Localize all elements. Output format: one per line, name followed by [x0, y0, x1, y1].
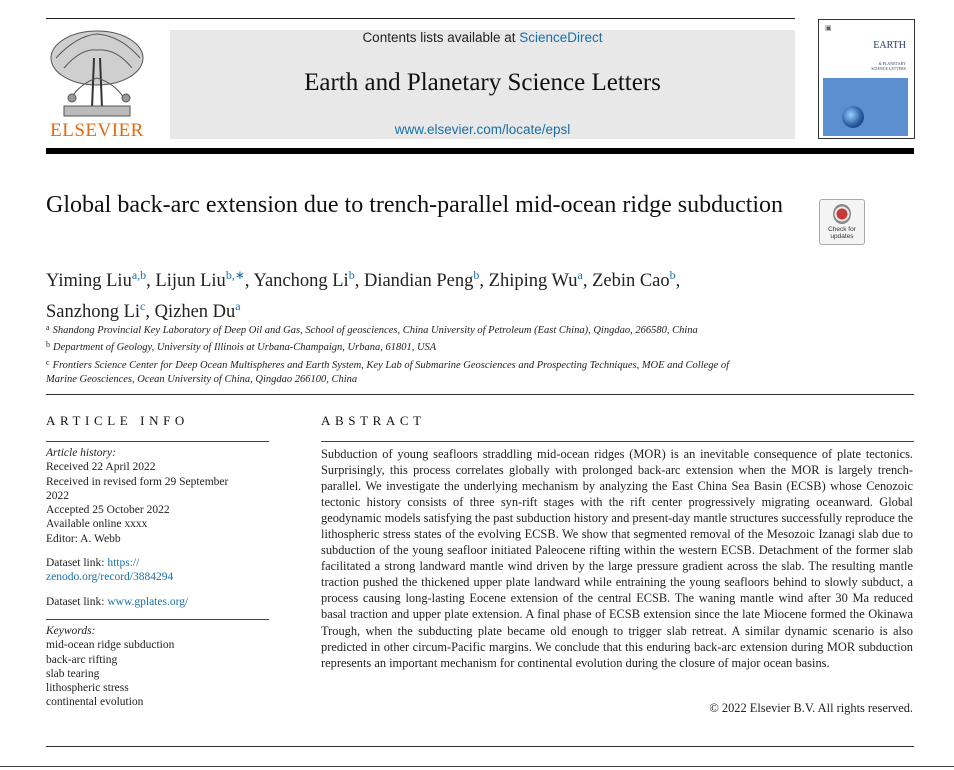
- section-divider: [46, 394, 914, 395]
- revised-date: Received in revised form 29 September: [46, 475, 229, 488]
- keyword-item[interactable]: lithospheric stress: [46, 682, 129, 695]
- abstract-text: Subduction of young seafloors straddling mid-ocean ridges (MOR) is an inevitable consequence of plate tectonics. Surprisingly, this process correlates globally with prolonged back-arc extension when the MOR is largely trench-parallel. We investigate the underlying mechanism by analyzing the East China Sea Basin (ECSB) whose Cenozoic tectonic history consists of three syn-rift stages with the rift center progressively migrating oceanward. Global geodynamic models satisfying the past subduction history and present-day mantle structures successfully reproduce the lithospheric stress states of the evolving ECSB. We show that segmented removal of the Mesozoic Izanagi slab due to subduction of the young seafloor initiated Paleocene rifting within the western ECSB. Detachment of the former slab facilitated a strong landward mantle wind driven by the large pressure gradient across the slab. The resulting mantle traction pushed the thickened upper plate landward while entraining the young seafloors behind to slowly subduct, a process causing long-lasting Eocene extension of the central ECSB. The waning mantle wind after 30 Ma reduced basal traction and upper plate extension. A final phase of ECSB extension since the late Miocene formed the Okinawa Trough, when the subducting plate became old enough to trigger slab retreat. A similar dynamic scenario is also predicted in other circum-Pacific margins. We conclude that this enduring back-arc extension during MOR subduction represents an important mechanism for continental evolution during the closure of major ocean basins.: [321, 447, 913, 670]
- cover-title-line2: & PLANETARY: [878, 61, 906, 66]
- author-name[interactable]: Zhiping Wu: [488, 271, 578, 291]
- check-updates-line1: Check for: [828, 226, 856, 233]
- affiliation-item: [46, 338, 806, 355]
- keywords-rule: [46, 619, 269, 620]
- keyword-item[interactable]: mid-ocean ridge subduction: [46, 639, 175, 652]
- author-name[interactable]: Yanchong Li: [253, 271, 349, 291]
- affiliation-item: [46, 356, 806, 373]
- affiliation-list: [46, 321, 806, 387]
- article-info-rule: [46, 441, 269, 442]
- affiliation-item-continued: Marine Geosciences, Ocean University of China, Qingdao 266100, China: [46, 373, 358, 385]
- zenodo-link[interactable]: https://: [107, 557, 140, 569]
- article-title: Global back-arc extension due to trench-parallel mid-ocean ridge subduction: [46, 192, 784, 218]
- affiliation-mark: b: [46, 340, 50, 350]
- page-edge-rule: [0, 766, 954, 767]
- affiliation-mark: c: [46, 357, 50, 367]
- keyword-item[interactable]: back-arc rifting: [46, 653, 118, 666]
- author-affiliation-marker[interactable]: b,∗: [225, 268, 245, 282]
- author-affiliation-marker[interactable]: b: [669, 268, 676, 282]
- author-affiliation-marker[interactable]: c: [140, 299, 146, 313]
- author-affiliation-marker[interactable]: a: [577, 268, 583, 282]
- article-history: [46, 446, 269, 546]
- keywords-section: [46, 624, 269, 710]
- author-list: Yiming Liu$^{a,b}$, Lijun Liu$^{b,∗}$, Yanchong Li$^b$, Diandian Peng$^b$, Zhiping Wu$^a$, Zebin Cao$^b$, Sanzhong Li$^c$, Qizhen Du$^a$: [46, 268, 681, 322]
- journal-url-link[interactable]: www.elsevier.com/locate/epsl: [394, 122, 571, 137]
- author-affiliation-marker[interactable]: a,b: [131, 268, 147, 282]
- dataset-link-1: [46, 556, 269, 585]
- available-online: Available online xxxx: [46, 518, 148, 531]
- bottom-rule: [46, 746, 914, 747]
- zenodo-link-continued[interactable]: zenodo.org/record/3884294: [46, 571, 174, 584]
- affiliation-text: Shandong Provincial Key Laboratory of Deep Oil and Gas, School of geosciences, China University of Petroleum (East China), Qingdao, 266580, China: [52, 325, 698, 336]
- keyword-item[interactable]: continental evolution: [46, 696, 144, 709]
- contents-line: [170, 30, 795, 45]
- affiliation-text: Frontiers Science Center for Deep Ocean Multispheres and Earth System, Key Lab of Submarine Geosciences and Prospecting Techniques, MOE and College of: [52, 359, 730, 371]
- history-label: Article history:: [46, 447, 116, 459]
- check-for-updates-button[interactable]: [819, 199, 865, 245]
- dataset-link-2: [46, 595, 269, 609]
- author-affiliation-marker[interactable]: b: [348, 268, 355, 282]
- abstract-heading: ABSTRACT: [321, 413, 426, 428]
- affiliation-mark: a: [46, 323, 50, 332]
- journal-cover-image[interactable]: [818, 19, 915, 139]
- cover-title-line3: SCIENCE LETTERS: [871, 66, 906, 71]
- cover-subtitle: [836, 61, 906, 71]
- accepted-date: Accepted 25 October 2022: [46, 504, 170, 517]
- journal-title[interactable]: Earth and Planetary Science Letters: [304, 69, 661, 96]
- header-top-rule: [46, 18, 795, 19]
- keywords-label: Keywords:: [46, 625, 96, 637]
- revised-date-year: 2022: [46, 489, 69, 502]
- cover-title: [873, 41, 906, 51]
- check-updates-label: [820, 226, 864, 240]
- received-date: Received 22 April 2022: [46, 461, 156, 474]
- globe-icon: [842, 106, 864, 128]
- copyright-notice: © 2022 Elsevier B.V. All rights reserved.: [709, 701, 913, 715]
- keyword-item[interactable]: slab tearing: [46, 667, 100, 680]
- contents-prefix: Contents lists available at: [362, 30, 520, 45]
- gplates-link[interactable]: www.gplates.org/: [107, 596, 189, 608]
- author-name[interactable]: Zebin Cao: [592, 271, 670, 291]
- affiliation-text: Department of Geology, University of Illinois at Urbana-Champaign, Urbana, 61801, USA: [53, 342, 437, 354]
- header-thick-rule: [46, 148, 914, 154]
- check-updates-icon: [833, 204, 851, 224]
- cover-artwork: [823, 78, 908, 136]
- cover-title-line1: EARTH: [873, 40, 906, 51]
- journal-masthead: [170, 30, 795, 139]
- author-name[interactable]: Qizhen Du: [154, 302, 236, 322]
- check-updates-line2: updates: [830, 233, 854, 240]
- author-affiliation-marker[interactable]: a: [235, 299, 241, 313]
- abstract-rule: [321, 441, 914, 442]
- article-info-heading: ARTICLE INFO: [46, 413, 189, 428]
- author-name[interactable]: Lijun Liu: [155, 271, 226, 291]
- author-affiliation-marker[interactable]: b: [473, 268, 480, 282]
- dataset-link-label: Dataset link:: [46, 596, 108, 608]
- author-name[interactable]: Sanzhong Li: [46, 302, 141, 322]
- sciencedirect-link[interactable]: ScienceDirect: [519, 30, 603, 45]
- editor: Editor: A. Webb: [46, 532, 121, 545]
- author-name[interactable]: Yiming Liu: [46, 271, 132, 291]
- publisher-name[interactable]: ELSEVIER: [50, 120, 144, 141]
- cover-emblem-icon: ▣: [825, 25, 832, 32]
- dataset-link-label: Dataset link:: [46, 557, 108, 569]
- author-name[interactable]: Diandian Peng: [363, 271, 474, 291]
- affiliation-item: [46, 321, 806, 338]
